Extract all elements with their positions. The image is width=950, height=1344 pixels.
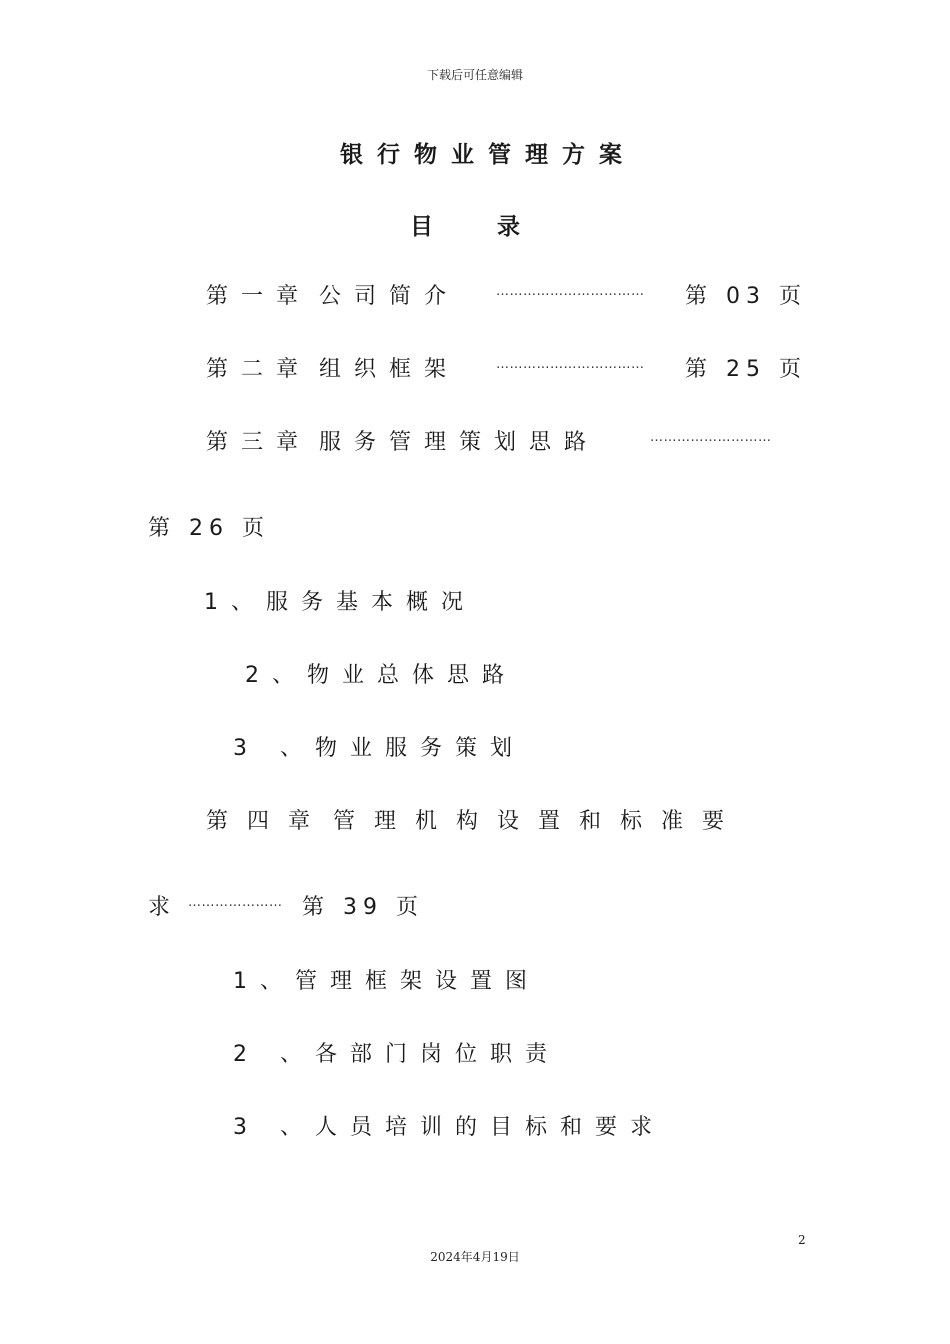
toc-chapter-label: 第一章 [206,284,312,309]
toc-chapter-title: 公司简介 [319,284,460,309]
toc-entry-ch2[interactable] [206,355,459,385]
toc-chapter-label: 第二章 [206,357,312,382]
page-number: 2 [798,1233,806,1247]
toc-chapter-title: 组织框架 [319,357,460,382]
toc-subitem[interactable]: 1、管理框架设置图 [233,969,540,994]
toc-leader-dots: …………………………… [496,284,645,299]
header-note: 下载后可任意编辑 [426,68,523,82]
toc-entry-ch4[interactable] [206,807,743,837]
toc-entry-ch3[interactable] [206,428,599,458]
toc-heading: 目录 [410,214,584,240]
toc-subitem[interactable]: 1、服务基本概况 [204,590,476,615]
toc-subitem[interactable]: 3 、物业服务策划 [233,736,525,761]
toc-entry-ch4-continued: 求 [148,895,184,920]
toc-leader-dots: ……………………… [650,430,772,445]
toc-page-ref: 第 39 页 [302,895,424,920]
toc-chapter-label: 第三章 [206,430,312,455]
toc-entry-ch1[interactable] [206,282,459,312]
toc-page-ref: 第 25 页 [685,357,807,382]
toc-leader-dots: …………………………… [496,357,645,372]
toc-leader-dots: ………………… [188,895,283,910]
toc-subitem[interactable]: 2、物业总体思路 [245,663,517,688]
toc-page-ref: 第 03 页 [685,284,807,309]
document-title: 银行物业管理方案 [340,142,636,168]
toc-chapter-title: 服务管理策划思路 [319,430,600,455]
footer-date: 2024年4月19日 [430,1250,520,1264]
toc-subitem[interactable]: 2 、各部门岗位职责 [233,1042,560,1067]
toc-chapter-label: 第四章 [206,809,330,834]
toc-page-ref: 第 26 页 [148,516,270,541]
toc-subitem[interactable]: 3 、人员培训的目标和要求 [233,1115,665,1140]
toc-chapter-title: 管理机构设置和标准要 [333,809,744,834]
